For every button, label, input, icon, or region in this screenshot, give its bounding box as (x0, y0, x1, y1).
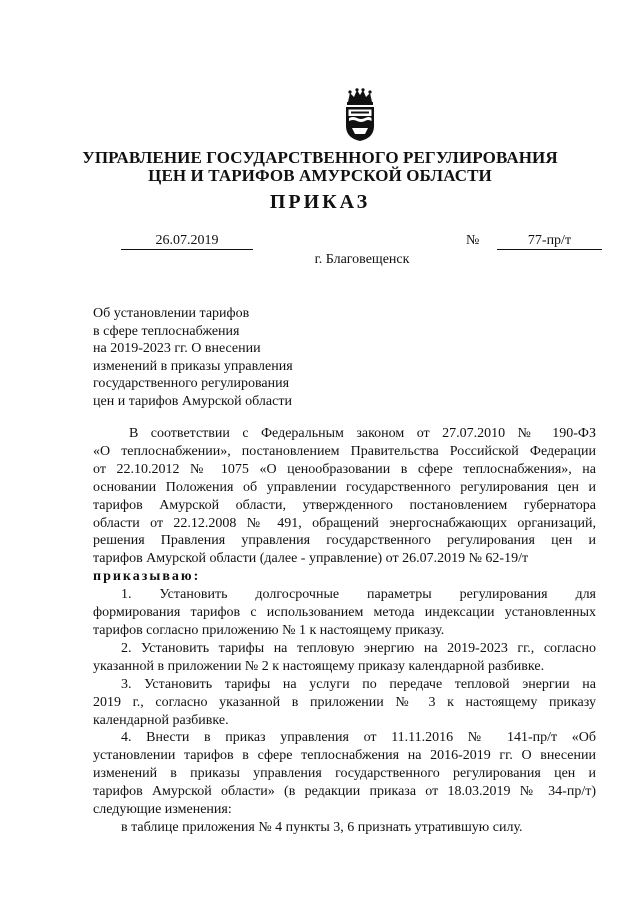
preamble-line: решения Правления управления государственного регулирования цен и (93, 533, 596, 549)
item-2 (93, 640, 596, 676)
item-1 (93, 586, 596, 640)
item-line: изменений в приказы управления государственного регулирования цен и (93, 766, 596, 782)
item-line: 1. Установить долгосрочные параметры регулирования для (121, 587, 596, 603)
order-date: 26.07.2019 (121, 232, 253, 250)
subject-line: на 2019-2023 гг. О внесении (93, 341, 261, 357)
item-line: формирования тарифов с использованием метода индексации установленных (93, 605, 596, 621)
order-number: 77-пр/т (497, 232, 602, 250)
item-4 (93, 729, 596, 836)
order-body (93, 425, 596, 837)
organization-name-line-1: УПРАВЛЕНИЕ ГОСУДАРСТВЕННОГО РЕГУЛИРОВАНИЯ (82, 148, 558, 167)
item-line: тарифов согласно приложению № 1 к настоящему приказу. (93, 622, 445, 638)
subject-line: цен и тарифов Амурской области (93, 393, 292, 409)
item-line: 4. Внести в приказ управления от 11.11.2016 № 141-пр/т «Об (121, 730, 596, 746)
item-line: 3. Установить тарифы на услуги по передаче тепловой энергии на (121, 676, 596, 692)
item-3 (93, 676, 596, 730)
preamble-paragraph (93, 425, 596, 568)
preamble-line: тарифов Амурской области, утвержденного постановлением губернатора (93, 497, 596, 513)
item-line: следующие изменения: (93, 802, 232, 818)
subject-line: изменений в приказы управления (93, 358, 293, 374)
item-line: указанной в приложении № 2 к настоящему приказу календарной разбивке. (93, 658, 545, 674)
order-word: приказываю: (93, 569, 201, 585)
item-line: 2. Установить тарифы на тепловую энергию на 2019-2023 гг., согласно (121, 640, 596, 656)
item-line: тарифов Амурской области» (в редакции приказа от 18.03.2019 № 34-пр/т) (93, 784, 596, 800)
subject-line: в сфере теплоснабжения (93, 323, 240, 339)
preamble-line: тарифов Амурской области (далее - управление) от 26.07.2019 № 62-19/т (93, 551, 529, 567)
item-4-change: в таблице приложения № 4 пункты 3, 6 признать утратившую силу. (121, 819, 523, 835)
item-line: установлении тарифов в сфере теплоснабжения на 2016-2019 гг. О внесении (93, 748, 596, 764)
subject-line: Об установлении тарифов (93, 306, 250, 321)
item-line: 2019 г., согласно указанной в приложении № 3 к настоящему приказу (93, 694, 596, 710)
item-line: календарной разбивке. (93, 712, 229, 728)
city-name: г. Благовещенск (314, 252, 410, 267)
preamble-line: «О теплоснабжении», постановлением Правительства Российской Федерации (93, 443, 596, 459)
preamble-line: В соответствии с Федеральным законом от 27.07.2010 № 190-ФЗ (129, 426, 596, 441)
order-number-sign: № (466, 233, 480, 248)
document-title: ПРИКАЗ (269, 191, 371, 213)
subject-line: государственного регулирования (93, 376, 290, 392)
amur-oblast-coat-of-arms-icon (343, 88, 377, 142)
preamble-line: области от 22.12.2008 № 491, обращений энергоснабжающих организаций, (93, 515, 596, 531)
preamble-line: от 22.10.2012 № 1075 «О ценообразовании в сфере теплоснабжения», на (93, 461, 596, 477)
organization-name-line-2: ЦЕН И ТАРИФОВ АМУРСКОЙ ОБЛАСТИ (148, 166, 492, 185)
preamble-line: основании Положения об управлении государственного регулирования цен и (93, 479, 596, 495)
order-subject (93, 305, 323, 411)
